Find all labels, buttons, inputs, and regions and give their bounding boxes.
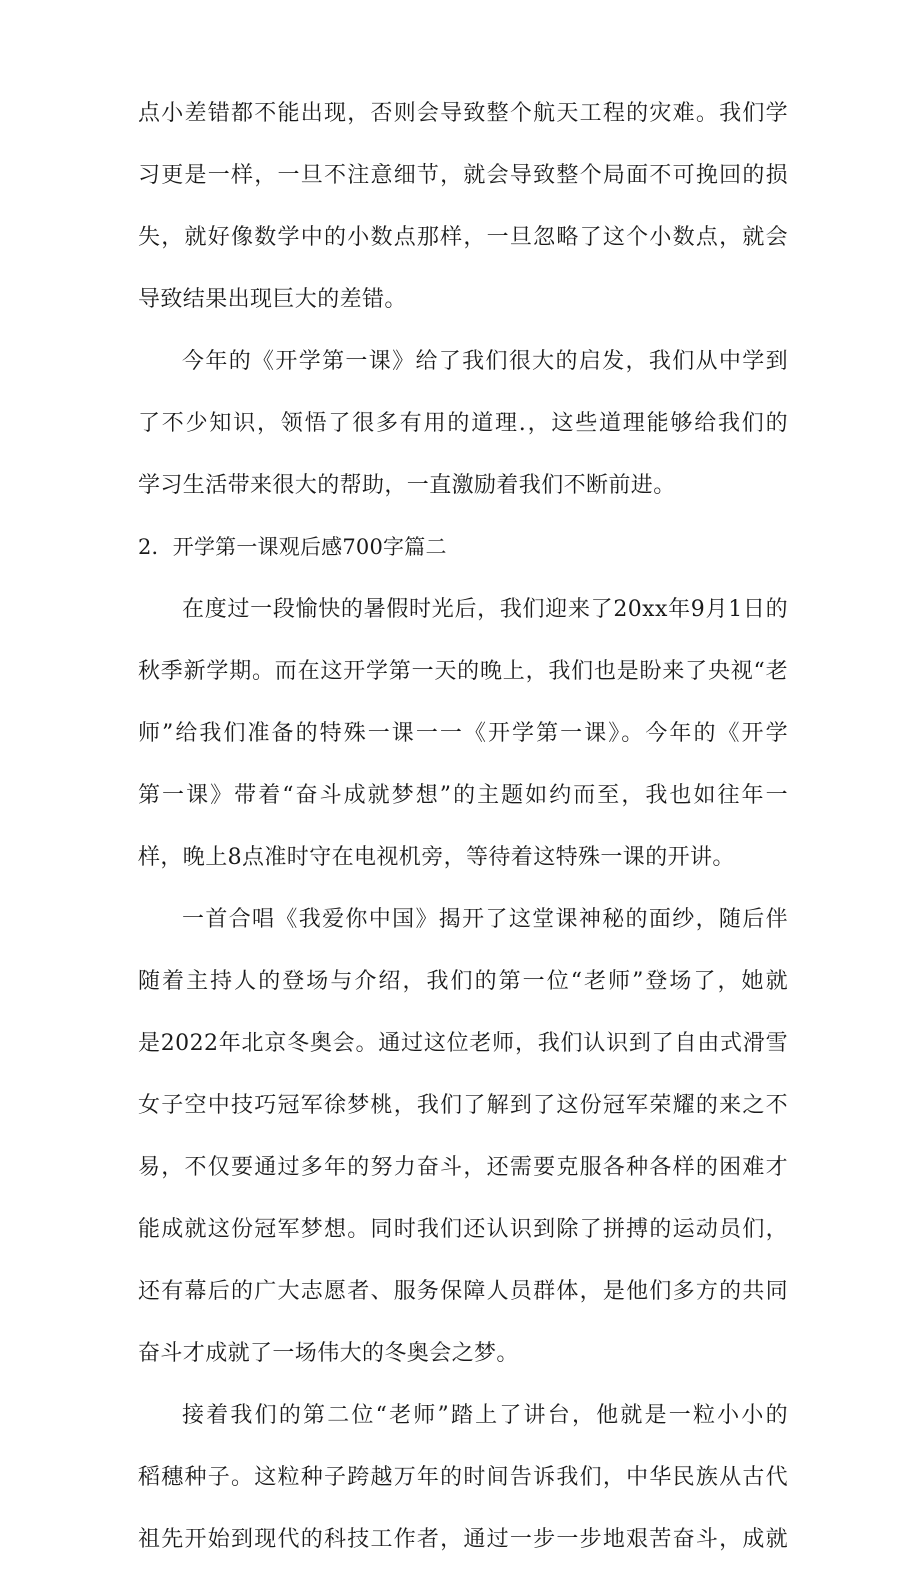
paragraph: [138, 1400, 788, 1555]
paragraph: [138, 594, 788, 873]
section-heading: [138, 532, 788, 563]
text-line: 女子空中技巧冠军徐梦桃，我们了解到了这份冠军荣耀的来之不: [138, 1093, 788, 1118]
text-line: 易，不仅要通过多年的努力奋斗，还需要克服各种各样的困难才: [138, 1155, 788, 1180]
text-line: 秋季新学期。而在这开学第一天的晚上，我们也是盼来了央视“老: [138, 659, 788, 684]
text-line: 点小差错都不能出现，否则会导致整个航天工程的灾难。我们学: [138, 101, 788, 126]
text-line: 还有幕后的广大志愿者、服务保障人员群体，是他们多方的共同: [138, 1279, 788, 1304]
text-line: 第一课》带着“奋斗成就梦想”的主题如约而至，我也如往年一: [138, 783, 788, 808]
text-line: 失，就好像数学中的小数点那样，一旦忽略了这个小数点，就会: [138, 225, 788, 250]
text-line: 在度过一段愉快的暑假时光后，我们迎来了20xx年9月1日的: [182, 597, 788, 622]
heading-text: 2．开学第一课观后感700字篇二: [138, 535, 447, 559]
text-line: 师”给我们准备的特殊一课一一《开学第一课》。今年的《开学: [138, 721, 788, 746]
paragraph: [138, 904, 788, 1369]
document-page: [138, 98, 788, 1586]
text-line: 习更是一样，一旦不注意细节，就会导致整个局面不可挽回的损: [138, 163, 788, 188]
text-line: 随着主持人的登场与介绍，我们的第一位“老师”登场了，她就: [138, 969, 788, 994]
text-line: 今年的《开学第一课》给了我们很大的启发，我们从中学到: [182, 349, 788, 374]
text-line: 接着我们的第二位“老师”踏上了讲台，他就是一粒小小的: [182, 1403, 788, 1428]
text-line: 学习生活带来很大的帮助，一直激励着我们不断前进。: [138, 473, 676, 498]
text-line: 祖先开始到现代的科技工作者，通过一步一步地艰苦奋斗，成就: [138, 1527, 788, 1552]
text-line: 样，晚上8点准时守在电视机旁，等待着这特殊一课的开讲。: [138, 845, 735, 870]
text-line: 导致结果出现巨大的差错。: [138, 287, 407, 312]
text-line: 了不少知识，领悟了很多有用的道理.，这些道理能够给我们的: [138, 411, 788, 436]
paragraph: [138, 98, 788, 315]
text-line: 稻穗种子。这粒种子跨越万年的时间告诉我们，中华民族从古代: [138, 1465, 788, 1490]
text-line: 一首合唱《我爱你中国》揭开了这堂课神秘的面纱，随后伴: [182, 907, 788, 932]
paragraph: [138, 346, 788, 501]
text-line: 是2022年北京冬奥会。通过这位老师，我们认识到了自由式滑雪: [138, 1031, 788, 1056]
text-line: 能成就这份冠军梦想。同时我们还认识到除了拼搏的运动员们，: [138, 1217, 788, 1242]
text-line: 奋斗才成就了一场伟大的冬奥会之梦。: [138, 1341, 519, 1366]
